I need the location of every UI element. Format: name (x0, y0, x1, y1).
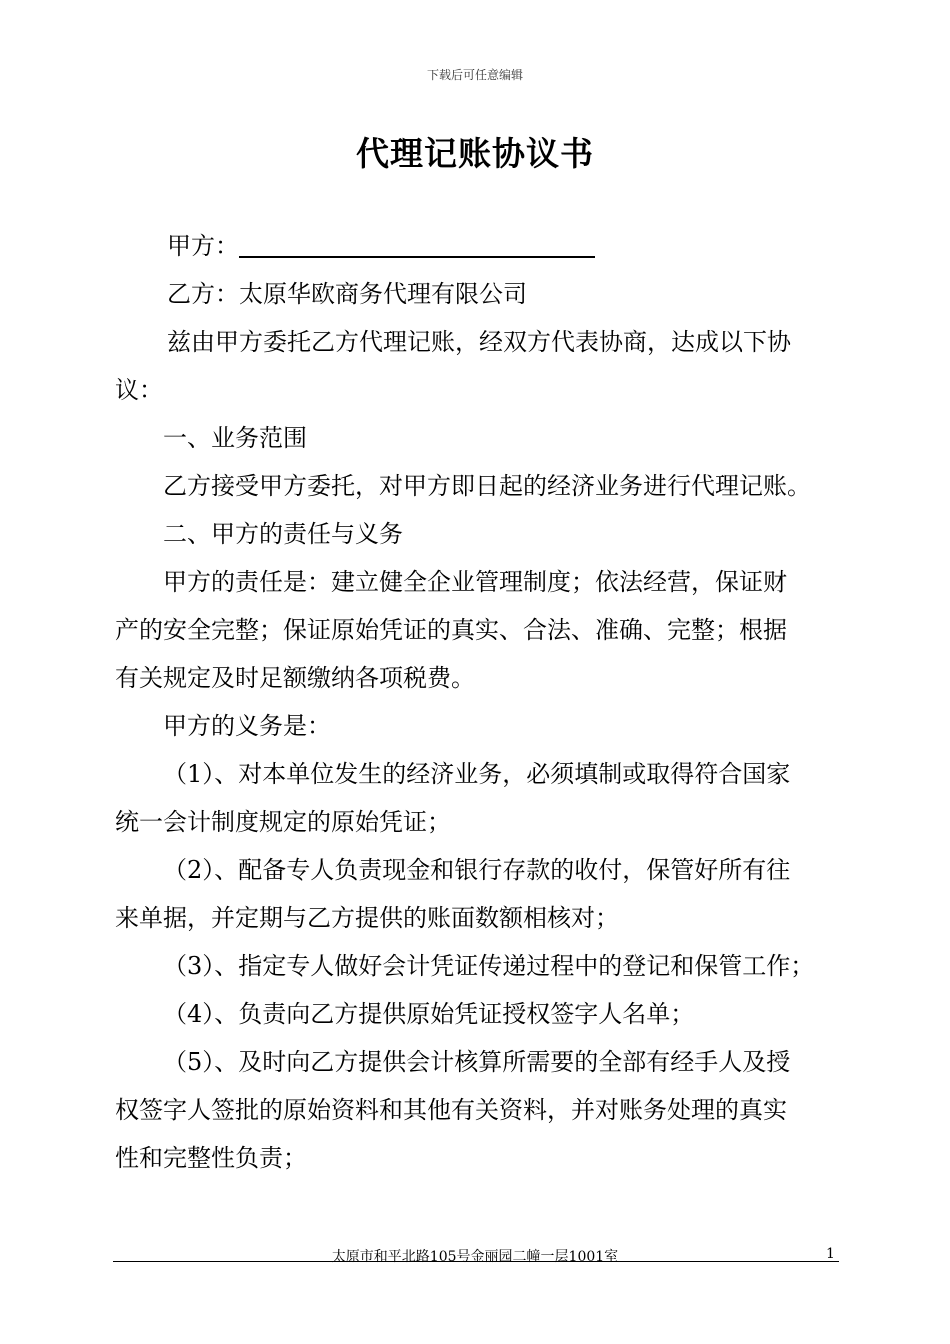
item2-line-1: （2）、配备专人负责现金和银行存款的收付，保管好所有往 (163, 856, 791, 884)
party-a-line (115, 222, 845, 270)
item5-line-2: 权签字人签批的原始资料和其他有关资料，并对账务处理的真实 (115, 1096, 787, 1124)
party-b-line: 乙方：太原华欧商务代理有限公司 (167, 280, 527, 308)
footer-address: 太原市和平北路105号金丽园二幢一层1001室 (331, 1249, 619, 1265)
responsibility-line-3: 有关规定及时足额缴纳各项税费。 (115, 664, 475, 692)
section1-heading: 一、业务范围 (163, 424, 307, 452)
item3-line: （3）、指定专人做好会计凭证传递过程中的登记和保管工作； (163, 952, 815, 980)
item1-line-2: 统一会计制度规定的原始凭证； (115, 808, 451, 836)
party-a-blank (239, 230, 595, 258)
item4-line: （4）、负责向乙方提供原始凭证授权签字人名单； (163, 1000, 695, 1028)
section2-heading: 二、甲方的责任与义务 (163, 520, 403, 548)
page-number: 1 (826, 1246, 835, 1262)
item1-line-1: （1）、对本单位发生的经济业务，必须填制或取得符合国家 (163, 760, 791, 788)
header-note: 下载后可任意编辑 (426, 68, 523, 82)
section1-text: 乙方接受甲方委托，对甲方即日起的经济业务进行代理记账。 (163, 472, 811, 500)
responsibility-line-2: 产的安全完整；保证原始凭证的真实、合法、准确、完整；根据 (115, 616, 787, 644)
footer-rule (113, 1261, 839, 1262)
document-body (115, 222, 845, 1182)
item5-line-1: （5）、及时向乙方提供会计核算所需要的全部有经手人及授 (163, 1048, 791, 1076)
intro-line-2: 议： (115, 376, 163, 404)
intro-line-1: 兹由甲方委托乙方代理记账，经双方代表协商，达成以下协 (167, 328, 791, 356)
obligation-heading: 甲方的义务是： (163, 712, 331, 740)
document-title: 代理记账协议书 (356, 134, 594, 173)
item5-line-3: 性和完整性负责； (115, 1144, 307, 1172)
party-a-label: 甲方： (167, 232, 239, 260)
responsibility-line-1: 甲方的责任是：建立健全企业管理制度；依法经营，保证财 (163, 568, 787, 596)
item2-line-2: 来单据，并定期与乙方提供的账面数额相核对； (115, 904, 619, 932)
